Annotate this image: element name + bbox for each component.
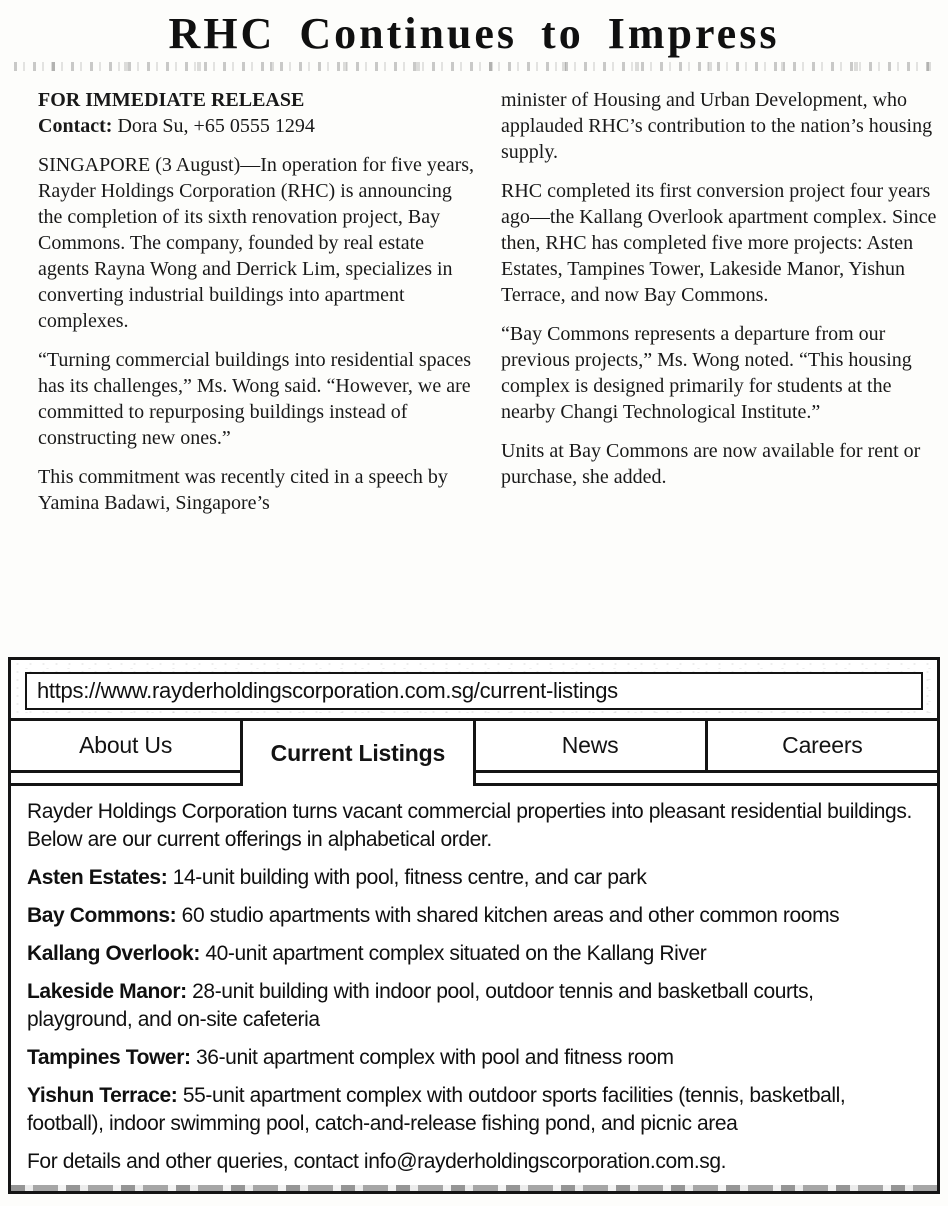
release-line: FOR IMMEDIATE RELEASE	[38, 89, 305, 111]
listing-item	[27, 902, 921, 930]
contact-footer: For details and other queries, contact info@rayderholdingscorporation.com.sg.	[27, 1150, 727, 1173]
tab-news[interactable]: News	[476, 721, 708, 773]
listing-name: Bay Commons:	[27, 904, 177, 927]
listing-item	[27, 864, 921, 892]
paragraph: “Bay Commons represents a departure from our previous projects,” Ms. Wong noted. “This housing complex is designed primarily for students at the nearby Changi Technological Institute.”	[501, 323, 912, 423]
listing-item	[27, 1082, 921, 1138]
intro-paragraph: Rayder Holdings Corporation turns vacant commercial properties into pleasant residential buildings. Below are our current offerings in alphabetical order.	[27, 800, 912, 851]
listing-desc: 55-unit apartment complex with outdoor sports facilities (tennis, basketball, football), indoor swimming pool, catch-and-release fishing pond, and picnic area	[27, 1084, 846, 1135]
listing-desc: 36-unit apartment complex with pool and fitness room	[196, 1046, 674, 1069]
listing-name: Tampines Tower:	[27, 1046, 191, 1069]
tab-bar	[11, 718, 937, 783]
tab-careers[interactable]: Careers	[708, 721, 937, 773]
paragraph: This commitment was recently cited in a speech by Yamina Badawi, Singapore’s	[38, 466, 448, 514]
contact-line	[38, 113, 475, 139]
listing-item	[27, 940, 921, 968]
tab-about-us[interactable]: About Us	[11, 721, 243, 773]
listing-name: Lakeside Manor:	[27, 980, 187, 1003]
scan-noise-band	[11, 1185, 937, 1191]
listing-item	[27, 978, 921, 1034]
contact-label: Contact:	[38, 115, 113, 137]
press-release-left-column	[38, 87, 475, 587]
listing-desc: 28-unit building with indoor pool, outdoor tennis and basketball courts, playground, and on-site cafeteria	[27, 980, 814, 1031]
listing-name: Asten Estates:	[27, 866, 168, 889]
tab-current-listings[interactable]: Current Listings	[240, 721, 475, 786]
paragraph: RHC completed its first conversion project four years ago—the Kallang Overlook apartment complex. Since then, RHC has completed five more projects: Asten Estates, Tampines Tower, Lakeside Manor, Yishun Terrace, and now Bay Commons.	[501, 180, 937, 306]
listing-desc: 14-unit building with pool, fitness centre, and car park	[172, 866, 647, 889]
paragraph: minister of Housing and Urban Development, who applauded RHC’s contribution to the nation’s housing supply.	[501, 89, 933, 163]
paragraph: SINGAPORE (3 August)—In operation for five years, Rayder Holdings Corporation (RHC) is announcing the completion of its sixth renovation project, Bay Commons. The company, founded by real estate agents Rayna Wong and Derrick Lim, specializes in converting industrial buildings into apartment complexes.	[38, 154, 475, 332]
listing-desc: 60 studio apartments with shared kitchen areas and other common rooms	[181, 904, 840, 927]
press-release-right-column	[501, 87, 938, 587]
url-bar-area	[11, 660, 937, 718]
browser-window	[8, 657, 940, 1194]
paragraph: Units at Bay Commons are now available for rent or purchase, she added.	[501, 440, 921, 488]
scan-noise-band	[14, 62, 934, 71]
listing-item	[27, 1044, 921, 1072]
url-input[interactable]: https://www.rayderholdingscorporation.com.sg/current-listings	[25, 672, 923, 710]
scanned-page	[0, 8, 948, 1206]
listing-name: Kallang Overlook:	[27, 942, 200, 965]
paragraph: “Turning commercial buildings into residential spaces has its challenges,” Ms. Wong said. “However, we are committed to repurposing buildings instead of constructing new ones.”	[38, 349, 472, 449]
listing-desc: 40-unit apartment complex situated on the Kallang River	[205, 942, 707, 965]
page-title: RHC Continues to Impress	[168, 9, 780, 58]
contact-value: Dora Su, +65 0555 1294	[117, 115, 315, 137]
page-content	[11, 783, 937, 1192]
listing-name: Yishun Terrace:	[27, 1084, 178, 1107]
press-release	[38, 87, 938, 587]
